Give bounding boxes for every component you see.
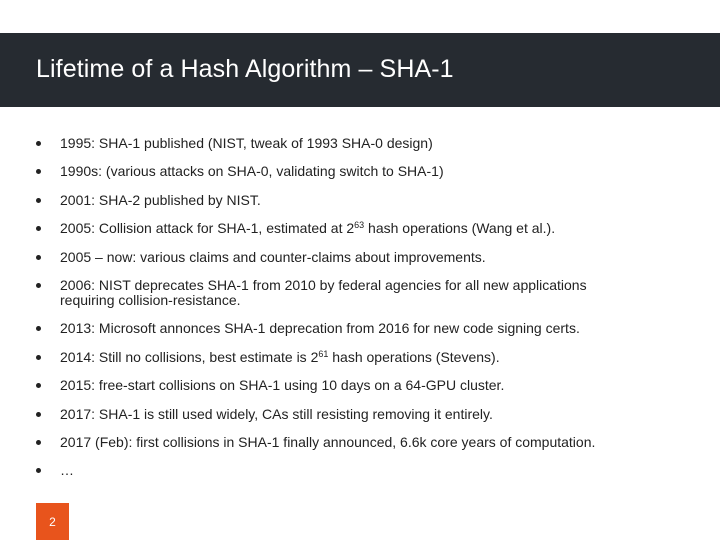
bullet-text: 2006: NIST deprecates SHA-1 from 2010 by federal agencies for all new applications (60, 276, 587, 293)
bullet-dot-icon (36, 412, 41, 417)
bullet-dot-icon (36, 383, 41, 388)
bullet-item (36, 350, 696, 365)
bullet-text: 2017 (Feb): first collisions in SHA-1 finally announced, 6.6k core years of computation. (60, 433, 596, 450)
bullet-text: 2017: SHA-1 is still used widely, CAs still resisting removing it entirely. (60, 405, 493, 422)
bullet-text: 1990s: (various attacks on SHA-0, validating switch to SHA-1) (60, 163, 444, 180)
exponent: 61 (318, 348, 329, 359)
bullet-item (36, 407, 696, 422)
bullet-dot-icon (36, 141, 41, 146)
bullet-item (36, 193, 696, 208)
bullet-dot-icon (36, 226, 41, 231)
bullet-dot-icon (36, 355, 41, 360)
bullet-item (36, 136, 696, 151)
bullet-item (36, 221, 696, 236)
bullet-item (36, 463, 696, 478)
bullet-dot-icon (36, 468, 41, 473)
bullet-text-continued: requiring collision-resistance. (60, 291, 241, 308)
bullet-text: 1995: SHA-1 published (NIST, tweak of 1993 SHA-0 design) (60, 135, 433, 151)
bullet-dot-icon (36, 440, 41, 445)
slide-title: Lifetime of a Hash Algorithm – SHA-1 (36, 55, 454, 83)
bullet-text: 2001: SHA-2 published by NIST. (60, 191, 261, 208)
bullet-item (36, 278, 696, 308)
bullet-text: hash operations (Wang et al.). (364, 220, 556, 237)
bullet-dot-icon (36, 326, 41, 331)
bullet-item (36, 378, 696, 393)
exponent: 63 (354, 220, 365, 231)
bullet-text: 2005: Collision attack for SHA-1, estimated at 2 (60, 220, 355, 237)
bullet-item (36, 321, 696, 336)
bullet-dot-icon (36, 198, 41, 203)
bullet-text: 2013: Microsoft annonces SHA-1 deprecation from 2016 for new code signing certs. (60, 320, 580, 337)
page-number-badge (36, 503, 69, 540)
bullet-dot-icon (36, 255, 41, 260)
bullet-text: … (60, 462, 74, 479)
bullet-list (36, 136, 696, 492)
bullet-item (36, 164, 696, 179)
page-number: 2 (49, 514, 56, 529)
bullet-text: hash operations (Stevens). (328, 348, 500, 365)
bullet-item (36, 435, 696, 450)
bullet-text: 2015: free-start collisions on SHA-1 using 10 days on a 64-GPU cluster. (60, 377, 505, 394)
title-bar (0, 33, 720, 107)
bullet-text: 2014: Still no collisions, best estimate is 2 (60, 348, 319, 365)
bullet-dot-icon (36, 283, 41, 288)
bullet-dot-icon (36, 169, 41, 174)
bullet-item (36, 250, 696, 265)
bullet-text: 2005 – now: various claims and counter-claims about improvements. (60, 248, 486, 265)
